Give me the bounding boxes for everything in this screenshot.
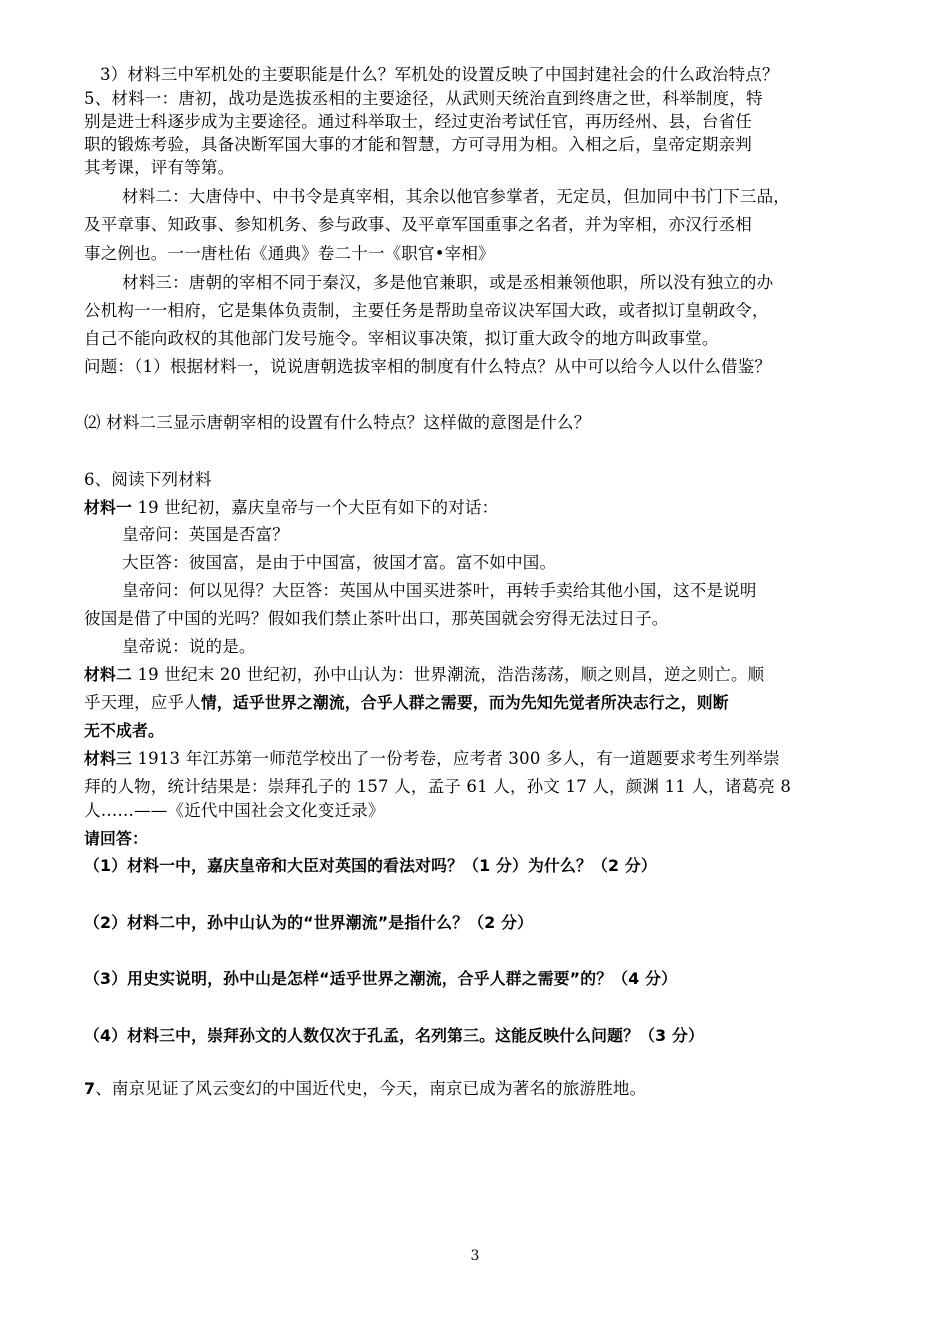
dialog-line-5: 皇帝说：说的是。 xyxy=(122,637,256,656)
s6-question-1: （1）材料一中，嘉庆皇帝和大臣对英国的看法对吗？（1 分）为什么？（2 分） xyxy=(84,856,657,875)
s6-material2-line-3: 无不成者。 xyxy=(84,721,164,740)
material2-line-3: 事之例也。一一唐杜佑《通典》卷二十一《职官•宰相》 xyxy=(84,244,495,263)
section-7-number: 7 xyxy=(84,1079,96,1098)
dialog-line-4: 彼国是借了中国的光吗？假如我们禁止茶叶出口，那英国就会穷得无法过日子。 xyxy=(84,609,669,628)
question-1: 问题：（1）根据材料一，说说唐朝选拔宰相的制度有什么特点？从中可以给今人以什么借鉴？ xyxy=(84,357,772,376)
q5-line-4: 其考课，评有等第。 xyxy=(84,158,235,177)
page-number: 3 xyxy=(470,1248,480,1264)
s6-material3-line-1 xyxy=(84,748,874,770)
material2-text-2-bold: 情，适乎世界之潮流，合乎人群之需要，而为先知先觉者所决志行之，则断 xyxy=(200,693,729,712)
dialog-line-2: 大臣答：彼国富，是由于中国富，彼国才富。富不如中国。 xyxy=(122,553,557,572)
material3-text-1: 1913 年江苏第一师范学校出了一份考卷，应考者 300 多人，有一道题要求考生列举崇 xyxy=(137,749,780,768)
section-7-text: 、南京见证了风云变幻的中国近代史，今天，南京已成为著名的旅游胜地。 xyxy=(95,1079,647,1098)
q3-line: 3）材料三中军机处的主要职能是什么？军机处的设置反映了中国封建社会的什么政治特点？ xyxy=(100,65,779,84)
s6-question-4: （4）材料三中，崇拜孙文的人数仅次于孔孟，名列第三。这能反映什么问题？（3 分） xyxy=(84,1026,704,1045)
dialog-line-3: 皇帝问：何以见得？大臣答：英国从中国买进茶叶，再转手卖给其他小国，这不是说明 xyxy=(122,581,757,600)
material2-label: 材料二 xyxy=(84,665,132,684)
s6-question-3: （3）用史实说明，孙中山是怎样“适乎世界之潮流，合乎人群之需要”的？（4 分） xyxy=(84,969,678,988)
q5-line-3: 职的锻炼考验，具备决断军国大事的才能和智慧，方可寻用为相。入相之后，皇帝定期亲判 xyxy=(84,135,752,154)
material3-label: 材料三 xyxy=(84,749,132,768)
material3-line-3: 自己不能向政权的其他部门发号施令。宰相议事决策，拟订重大政令的地方叫政事堂。 xyxy=(84,329,719,348)
s6-material1-line xyxy=(84,497,874,519)
material2-text-2: 乎天理，应乎人 xyxy=(84,693,201,712)
material2-text-1: 19 世纪末 20 世纪初，孙中山认为：世界潮流，浩浩荡荡，顺之则昌，逆之则亡。顺 xyxy=(137,665,765,684)
question-2: ⑵ 材料二三显示唐朝宰相的设置有什么特点？这样做的意图是什么？ xyxy=(84,413,591,432)
q5-line-2: 别是进士科逐步成为主要途径。通过科举取士，经过吏治考试任官，再历经州、县，台省任 xyxy=(84,112,752,131)
material1-label: 材料一 xyxy=(84,498,132,517)
material1-intro: 19 世纪初，嘉庆皇帝与一个大臣有如下的对话： xyxy=(137,498,499,517)
s6-material2-line-1 xyxy=(84,664,874,686)
material3-line-2: 公机构一一相府，它是集体负责制，主要任务是帮助皇帝议决军国大政，或者拟订皇朝政令， xyxy=(84,301,769,320)
answer-prompt: 请回答： xyxy=(84,829,148,848)
section-7-line xyxy=(84,1078,874,1100)
s6-material3-line-3: 人……——《近代中国社会文化变迁录》 xyxy=(84,801,385,820)
material3-line-1: 材料三：唐朝的宰相不同于秦汉，多是他官兼职，或是丞相兼领他职，所以没有独立的办 xyxy=(122,273,774,292)
q5-line-1: 5、材料一：唐初，战功是选拔丞相的主要途径，从武则天统治直到终唐之世，科举制度，特 xyxy=(84,89,763,108)
dialog-line-1: 皇帝问：英国是否富？ xyxy=(122,525,289,544)
section-6-title: 6、阅读下列材料 xyxy=(84,470,212,489)
s6-material3-line-2: 拜的人物，统计结果是：崇拜孔子的 157 人，孟子 61 人，孙文 17 人，颜渊 11 人，诸葛亮 8 xyxy=(84,777,792,796)
s6-material2-line-2 xyxy=(84,692,874,714)
material2-line-1: 材料二：大唐侍中、中书令是真宰相，其余以他官参掌者，无定员，但加同中书门下三品， xyxy=(122,187,790,206)
material2-line-2: 及平章事、知政事、参知机务、参与政事、及平章军国重事之名者，并为宰相，亦汉行丞相 xyxy=(84,215,752,234)
s6-question-2: （2）材料二中，孙中山认为的“世界潮流”是指什么？（2 分） xyxy=(84,913,534,932)
